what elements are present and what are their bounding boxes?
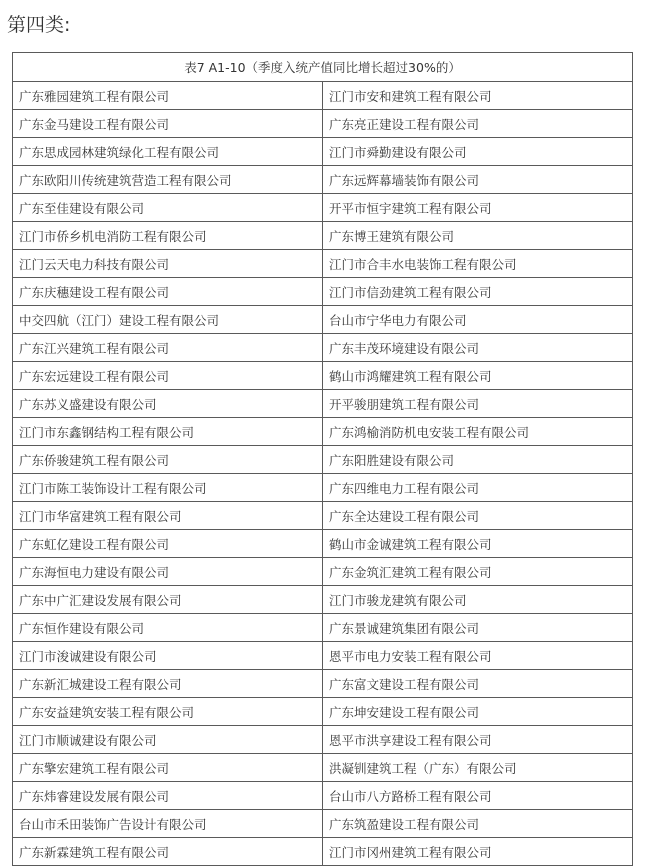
company-name-left: 江门市东鑫钢结构工程有限公司 [13,418,323,446]
table-row [13,82,633,110]
company-name-left: 广东恒作建设有限公司 [13,614,323,642]
company-name-left: 广东至佳建设有限公司 [13,194,323,222]
table-row [13,530,633,558]
table-row [13,474,633,502]
company-name-right: 台山市宁华电力有限公司 [323,306,633,334]
company-name-right: 江门市骏龙建筑有限公司 [323,586,633,614]
company-name-left: 广东中广汇建设发展有限公司 [13,586,323,614]
company-name-right: 广东四维电力工程有限公司 [323,474,633,502]
table-row [13,614,633,642]
company-name-left: 江门云天电力科技有限公司 [13,250,323,278]
company-name-left: 广东虹亿建设工程有限公司 [13,530,323,558]
company-name-right: 广东筑盈建设工程有限公司 [323,810,633,838]
table-row [13,810,633,838]
company-name-right: 江门市信劲建筑工程有限公司 [323,278,633,306]
company-name-right: 洪凝钏建筑工程（广东）有限公司 [323,754,633,782]
table-row [13,558,633,586]
company-name-right: 广东金筑汇建筑工程有限公司 [323,558,633,586]
company-name-right: 开平市恒宇建筑工程有限公司 [323,194,633,222]
company-name-left: 中交四航（江门）建设工程有限公司 [13,306,323,334]
table-row [13,250,633,278]
company-table [12,52,633,866]
company-name-left: 广东侨骏建筑工程有限公司 [13,446,323,474]
company-name-left: 广东欧阳川传统建筑营造工程有限公司 [13,166,323,194]
company-name-left: 广东江兴建筑工程有限公司 [13,334,323,362]
table-row [13,138,633,166]
company-name-left: 广东新汇城建设工程有限公司 [13,670,323,698]
table-row [13,194,633,222]
table-row [13,726,633,754]
table-row [13,418,633,446]
company-name-right: 广东博王建筑有限公司 [323,222,633,250]
company-name-right: 广东鸿榆消防机电安装工程有限公司 [323,418,633,446]
company-name-left: 广东苏义盛建设有限公司 [13,390,323,418]
company-name-right: 恩平市洪享建设工程有限公司 [323,726,633,754]
table-row [13,306,633,334]
company-name-right: 江门市合丰水电装饰工程有限公司 [323,250,633,278]
table-row [13,586,633,614]
company-name-right: 广东景诚建筑集团有限公司 [323,614,633,642]
company-name-right: 江门市冈州建筑工程有限公司 [323,838,633,866]
table-row [13,222,633,250]
table-row [13,698,633,726]
table-row [13,754,633,782]
company-name-left: 广东思成园林建筑绿化工程有限公司 [13,138,323,166]
table-caption-row [13,53,633,82]
company-name-right: 广东亮正建设工程有限公司 [323,110,633,138]
table-row [13,446,633,474]
company-name-right: 鹤山市鸿耀建筑工程有限公司 [323,362,633,390]
company-name-left: 江门市陈工装饰设计工程有限公司 [13,474,323,502]
company-name-right: 广东阳胜建设有限公司 [323,446,633,474]
company-name-left: 广东庆穗建设工程有限公司 [13,278,323,306]
company-name-left: 广东雅园建筑工程有限公司 [13,82,323,110]
company-name-left: 江门市浚诚建设有限公司 [13,642,323,670]
table-row [13,278,633,306]
company-name-right: 广东丰茂环境建设有限公司 [323,334,633,362]
table-row [13,362,633,390]
company-name-right: 广东远辉幕墙装饰有限公司 [323,166,633,194]
section-heading: 第四类: [7,14,71,36]
table-caption: 表7 A1-10（季度入统产值同比增长超过30%的） [13,53,633,82]
table-row [13,110,633,138]
table-row [13,502,633,530]
table-row [13,642,633,670]
table-row [13,782,633,810]
company-name-left: 广东安益建筑安装工程有限公司 [13,698,323,726]
company-name-left: 江门市侨乡机电消防工程有限公司 [13,222,323,250]
table-body [13,82,633,866]
company-name-right: 广东全达建设工程有限公司 [323,502,633,530]
company-name-left: 江门市顺诚建设有限公司 [13,726,323,754]
company-name-left: 广东海恒电力建设有限公司 [13,558,323,586]
company-name-left: 广东新霖建筑工程有限公司 [13,838,323,866]
table-row [13,166,633,194]
company-name-left: 广东金马建设工程有限公司 [13,110,323,138]
company-name-right: 江门市安和建筑工程有限公司 [323,82,633,110]
table-row [13,390,633,418]
company-name-right: 广东坤安建设工程有限公司 [323,698,633,726]
table-row [13,670,633,698]
company-name-left: 广东擎宏建筑工程有限公司 [13,754,323,782]
company-name-right: 江门市舜勤建设有限公司 [323,138,633,166]
company-name-right: 台山市八方路桥工程有限公司 [323,782,633,810]
company-name-right: 广东富文建设工程有限公司 [323,670,633,698]
table-row [13,334,633,362]
company-name-left: 广东炜睿建设发展有限公司 [13,782,323,810]
company-name-right: 恩平市电力安装工程有限公司 [323,642,633,670]
company-name-left: 台山市禾田装饰广告设计有限公司 [13,810,323,838]
company-name-left: 广东宏远建设工程有限公司 [13,362,323,390]
company-name-left: 江门市华富建筑工程有限公司 [13,502,323,530]
company-name-right: 鹤山市金诚建筑工程有限公司 [323,530,633,558]
table-row [13,838,633,866]
company-name-right: 开平骏朋建筑工程有限公司 [323,390,633,418]
